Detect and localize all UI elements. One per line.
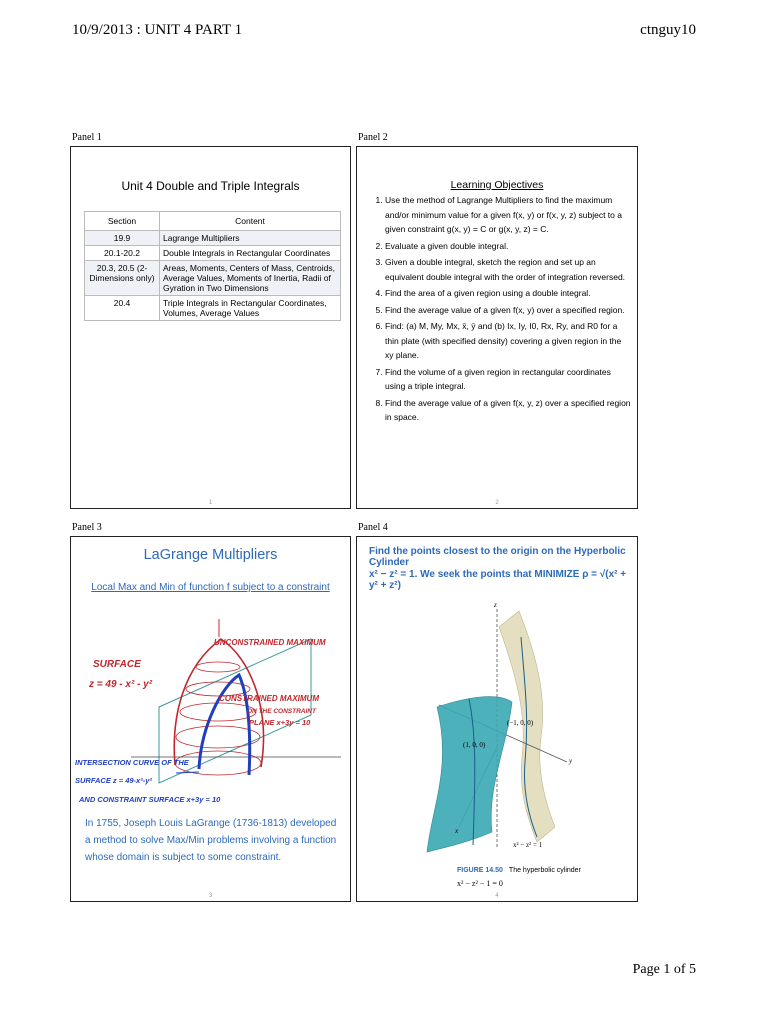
panel4-line1: Find the points closest to the origin on the Hyperbolic Cylinder (369, 546, 626, 568)
panel2-title: Learning Objectives (450, 179, 544, 191)
content-cell: Areas, Moments, Centers of Mass, Centroids, Average Values, Moments of Inertia, Radii of Gyration in Two Dimensions (160, 261, 341, 296)
panel3-subtitle: Local Max and Min of function f subject to a constraint (91, 582, 330, 593)
paraboloid-figure (71, 597, 351, 812)
panel3-page-number: 3 (208, 893, 213, 899)
constrained-annotation: CONSTRAINED MAXIMUM (219, 694, 319, 703)
panel1-title: Unit 4 Double and Triple Integrals (121, 179, 300, 193)
y-axis-label: y (569, 757, 573, 765)
panel2-label: Panel 2 (358, 132, 388, 143)
intersection-equation: SURFACE z = 49-x²-y² (75, 776, 152, 785)
hyperbolic-cylinder-figure (357, 597, 638, 867)
list-item: 8. Find the average value of a given f(x, y, z) over a specified region in space. (385, 396, 631, 425)
z-axis-label: z (494, 601, 497, 609)
table-row (85, 296, 341, 321)
list-item: 1. Use the method of Lagrange Multipliers to find the maximum and/or minimum value for a given f(x, y) or f(x, y, z) subject to a given constraint g(x, y) = C or g(x, y, z) = C. (385, 193, 631, 237)
content-cell: Double Integrals in Rectangular Coordinates (160, 246, 341, 261)
figure-caption-equation: x² − z² − 1 = 0 (457, 879, 503, 888)
figure-caption-text: The hyperbolic cylinder (508, 867, 581, 874)
page-footer: Page 1 of 5 (632, 962, 696, 977)
point-pos-label: (1, 0, 0) (463, 741, 486, 749)
panel4-page-number: 4 (495, 893, 499, 899)
panel4-line2: x² − z² = 1. We seek the points that MINIMIZE ρ = √(x² + y² + z²) (369, 569, 627, 591)
col-section-header: Section (85, 212, 160, 231)
table-row (85, 246, 341, 261)
surface-annotation: SURFACE (93, 659, 141, 670)
section-table (84, 211, 341, 321)
section-cell: 19.9 (85, 231, 160, 246)
panel1-page-number: 1 (208, 500, 213, 506)
panel2-page-number: 2 (495, 500, 499, 506)
surface-equation: z = 49 - x² - y² (89, 679, 153, 690)
figure-caption (457, 867, 581, 874)
section-cell: 20.1-20.2 (85, 246, 160, 261)
section-cell: 20.3, 20.5 (2-Dimensions only) (85, 261, 160, 296)
header-left: 10/9/2013 : UNIT 4 PART 1 (72, 22, 243, 38)
lagrange-paragraph: In 1755, Joseph Louis LaGrange (1736-1813) developed a method to solve Max/Min problems involving a function whose domain is subject to some constraint. (85, 818, 337, 863)
section-cell: 20.4 (85, 296, 160, 321)
plane-annotation: PLANE x+3y = 10 (249, 718, 311, 727)
panel3-title: LaGrange Multipliers (143, 547, 278, 563)
panel1 (70, 146, 351, 509)
panel2 (356, 146, 638, 509)
list-item: 6. Find: (a) M, My, Mx, x̄, ȳ and (b) Ix, Iy, I0, Rx, Ry, and R0 for a thin plate (with specified density) covering a given region in the xy plane. (385, 319, 631, 363)
figure-number: FIGURE 14.50 (457, 867, 503, 874)
list-item: 5. Find the average value of a given f(x, y) over a specified region. (385, 303, 631, 318)
header-right: ctnguy10 (640, 22, 696, 38)
curve-equation-label: x² − z² = 1 (513, 841, 543, 849)
panel4-label: Panel 4 (358, 522, 388, 533)
list-item: 4. Find the area of a given region using a double integral. (385, 286, 631, 301)
point-neg-label: (−1, 0, 0) (507, 719, 534, 727)
content-cell: Triple Integrals in Rectangular Coordinates, Volumes, Average Values (160, 296, 341, 321)
constraint-surface-annotation: AND CONSTRAINT SURFACE x+3y = 10 (79, 795, 221, 804)
table-row (85, 261, 341, 296)
table-row (85, 231, 341, 246)
objectives-list (361, 193, 631, 427)
list-item: 3. Given a double integral, sketch the region and set up an equivalent double integral with the order of integration reversed. (385, 255, 631, 284)
intersection-annotation: INTERSECTION CURVE OF THE (75, 758, 189, 767)
list-item: 2. Evaluate a given double integral. (385, 239, 631, 254)
constraint-annotation: ON THE CONSTRAINT (247, 708, 316, 715)
list-item: 7. Find the volume of a given region in rectangular coordinates using a triple integral. (385, 365, 631, 394)
panel1-label: Panel 1 (72, 132, 102, 143)
panel4 (356, 536, 638, 902)
col-content-header: Content (160, 212, 341, 231)
panel3 (70, 536, 351, 902)
content-cell: Lagrange Multipliers (160, 231, 341, 246)
x-axis-label: x (455, 827, 459, 835)
unconstrained-annotation: UNCONSTRAINED MAXIMUM (214, 638, 326, 647)
panel3-label: Panel 3 (72, 522, 102, 533)
